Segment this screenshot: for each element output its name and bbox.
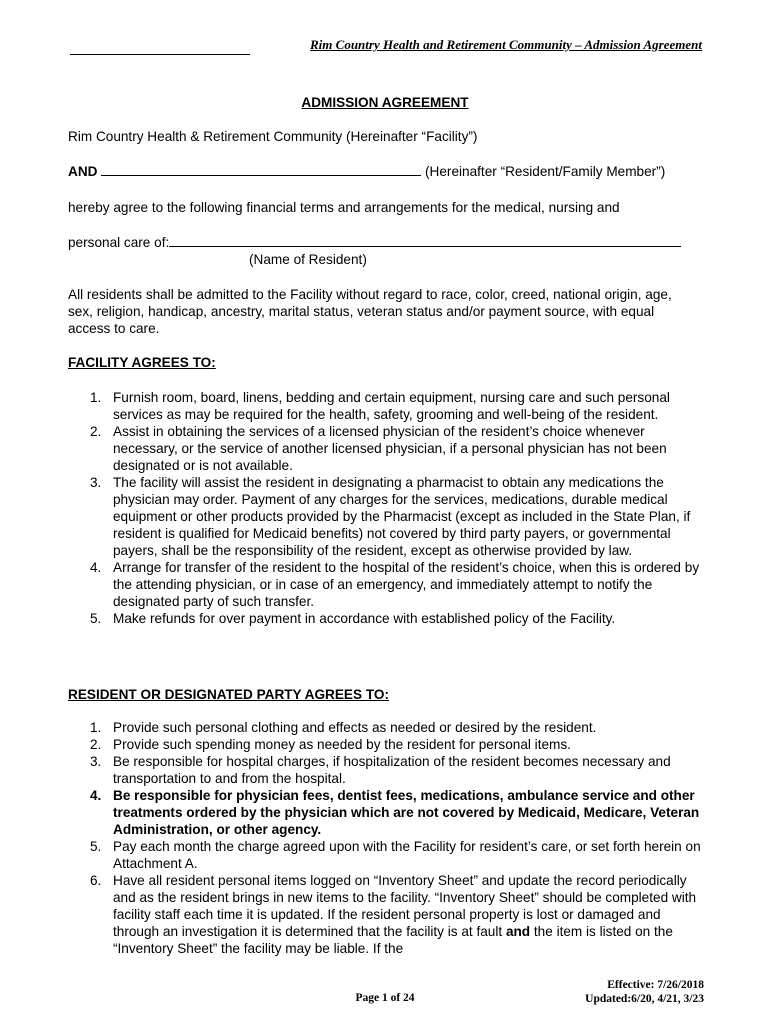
effective-date: Effective: 7/26/2018	[607, 979, 704, 991]
nondiscrimination-paragraph: All residents shall be admitted to the Facility without regard to race, color, creed, national origin, age, sex, religion, handicap, ancestry, marital status, veteran status and/or payment source, with equal access to care.	[68, 287, 672, 336]
header-rule	[70, 54, 250, 55]
resident-name-blank	[101, 163, 421, 176]
list-item: 4. Be responsible for physician fees, dentist fees, medications, ambulance service and other treatments ordered by the physician which are not covered by Medicaid, Medicare, Veteran Administration, or other agency.	[90, 788, 700, 837]
and-suffix: (Hereinafter “Resident/Family Member”)	[425, 164, 666, 179]
list-item: 5. Pay each month the charge agreed upon with the Facility for resident’s care, or set forth herein on Attachment A.	[90, 839, 701, 871]
list-item: 5. Make refunds for over payment in accordance with established policy of the Facility.	[90, 611, 616, 626]
page-number: Page 1 of 24	[355, 992, 415, 1004]
header-title: Rim Country Health and Retirement Community – Admission Agreement	[310, 37, 702, 52]
facility-heading: FACILITY AGREES TO:	[68, 355, 216, 370]
updated-dates: Updated:6/20, 4/21, 3/23	[585, 993, 704, 1005]
revision-info	[585, 978, 704, 1006]
list-item: 1. Provide such personal clothing and effects as needed or desired by the resident.	[90, 720, 597, 735]
resident-heading: RESIDENT OR DESIGNATED PARTY AGREES TO:	[68, 687, 389, 702]
list-item: 3. Be responsible for hospital charges, if hospitalization of the resident becomes necessary and transportation to and from the hospital.	[90, 754, 671, 786]
list-item: 2. Provide such spending money as needed by the resident for personal items.	[90, 737, 571, 752]
resident-party-line	[68, 163, 704, 180]
list-item: 6. Have all resident personal items logged on “Inventory Sheet” and update the record periodically and as the resident brings in new items to the facility. “Inventory Sheet” should be completed with facility staff each time it is updated. If the resident personal property is lost or damaged and through an investigation it is determined that the facility is at fault and the item is listed on the “Inventory Sheet” the facility may be liable. If the	[90, 873, 697, 956]
and-label: AND	[68, 164, 98, 179]
running-header	[70, 37, 702, 57]
name-caption: (Name of Resident)	[249, 252, 367, 267]
agree-line: hereby agree to the following financial terms and arrangements for the medical, nursing and	[68, 200, 620, 215]
care-of-blank	[169, 234, 681, 247]
list-item: 1. Furnish room, board, linens, bedding and certain equipment, nursing care and such personal services as may be required for the health, safety, grooming and well-being of the resident.	[90, 390, 670, 422]
list-item: 2. Assist in obtaining the services of a licensed physician of the resident’s choice whenever necessary, or the service of another licensed physician, if a personal physician has not been designated or is not available.	[90, 424, 667, 473]
list-item: 3. The facility will assist the resident in designating a pharmacist to obtain any medications the physician may order. Payment of any charges for the services, medications, durable medical equipment or other products provided by the Pharmacist (except as included in the State Plan, if resident is qualified for Medicaid benefits) not covered by third party payers, or governmental payers, shall be the responsibility of the resident, except as otherwise provided by law.	[90, 475, 691, 558]
document-title: ADMISSION AGREEMENT	[301, 95, 469, 110]
facility-list	[68, 389, 704, 627]
care-of-label: personal care of:	[68, 235, 170, 250]
list-item: 4. Arrange for transfer of the resident to the hospital of the resident’s choice, when this is ordered by the attending physician, or in case of an emergency, and immediately attempt to notify the designated party of such transfer.	[90, 560, 700, 609]
resident-list	[68, 719, 704, 957]
facility-party-line: Rim Country Health & Retirement Community (Hereinafter “Facility”)	[68, 129, 478, 144]
care-of-line	[68, 234, 704, 251]
